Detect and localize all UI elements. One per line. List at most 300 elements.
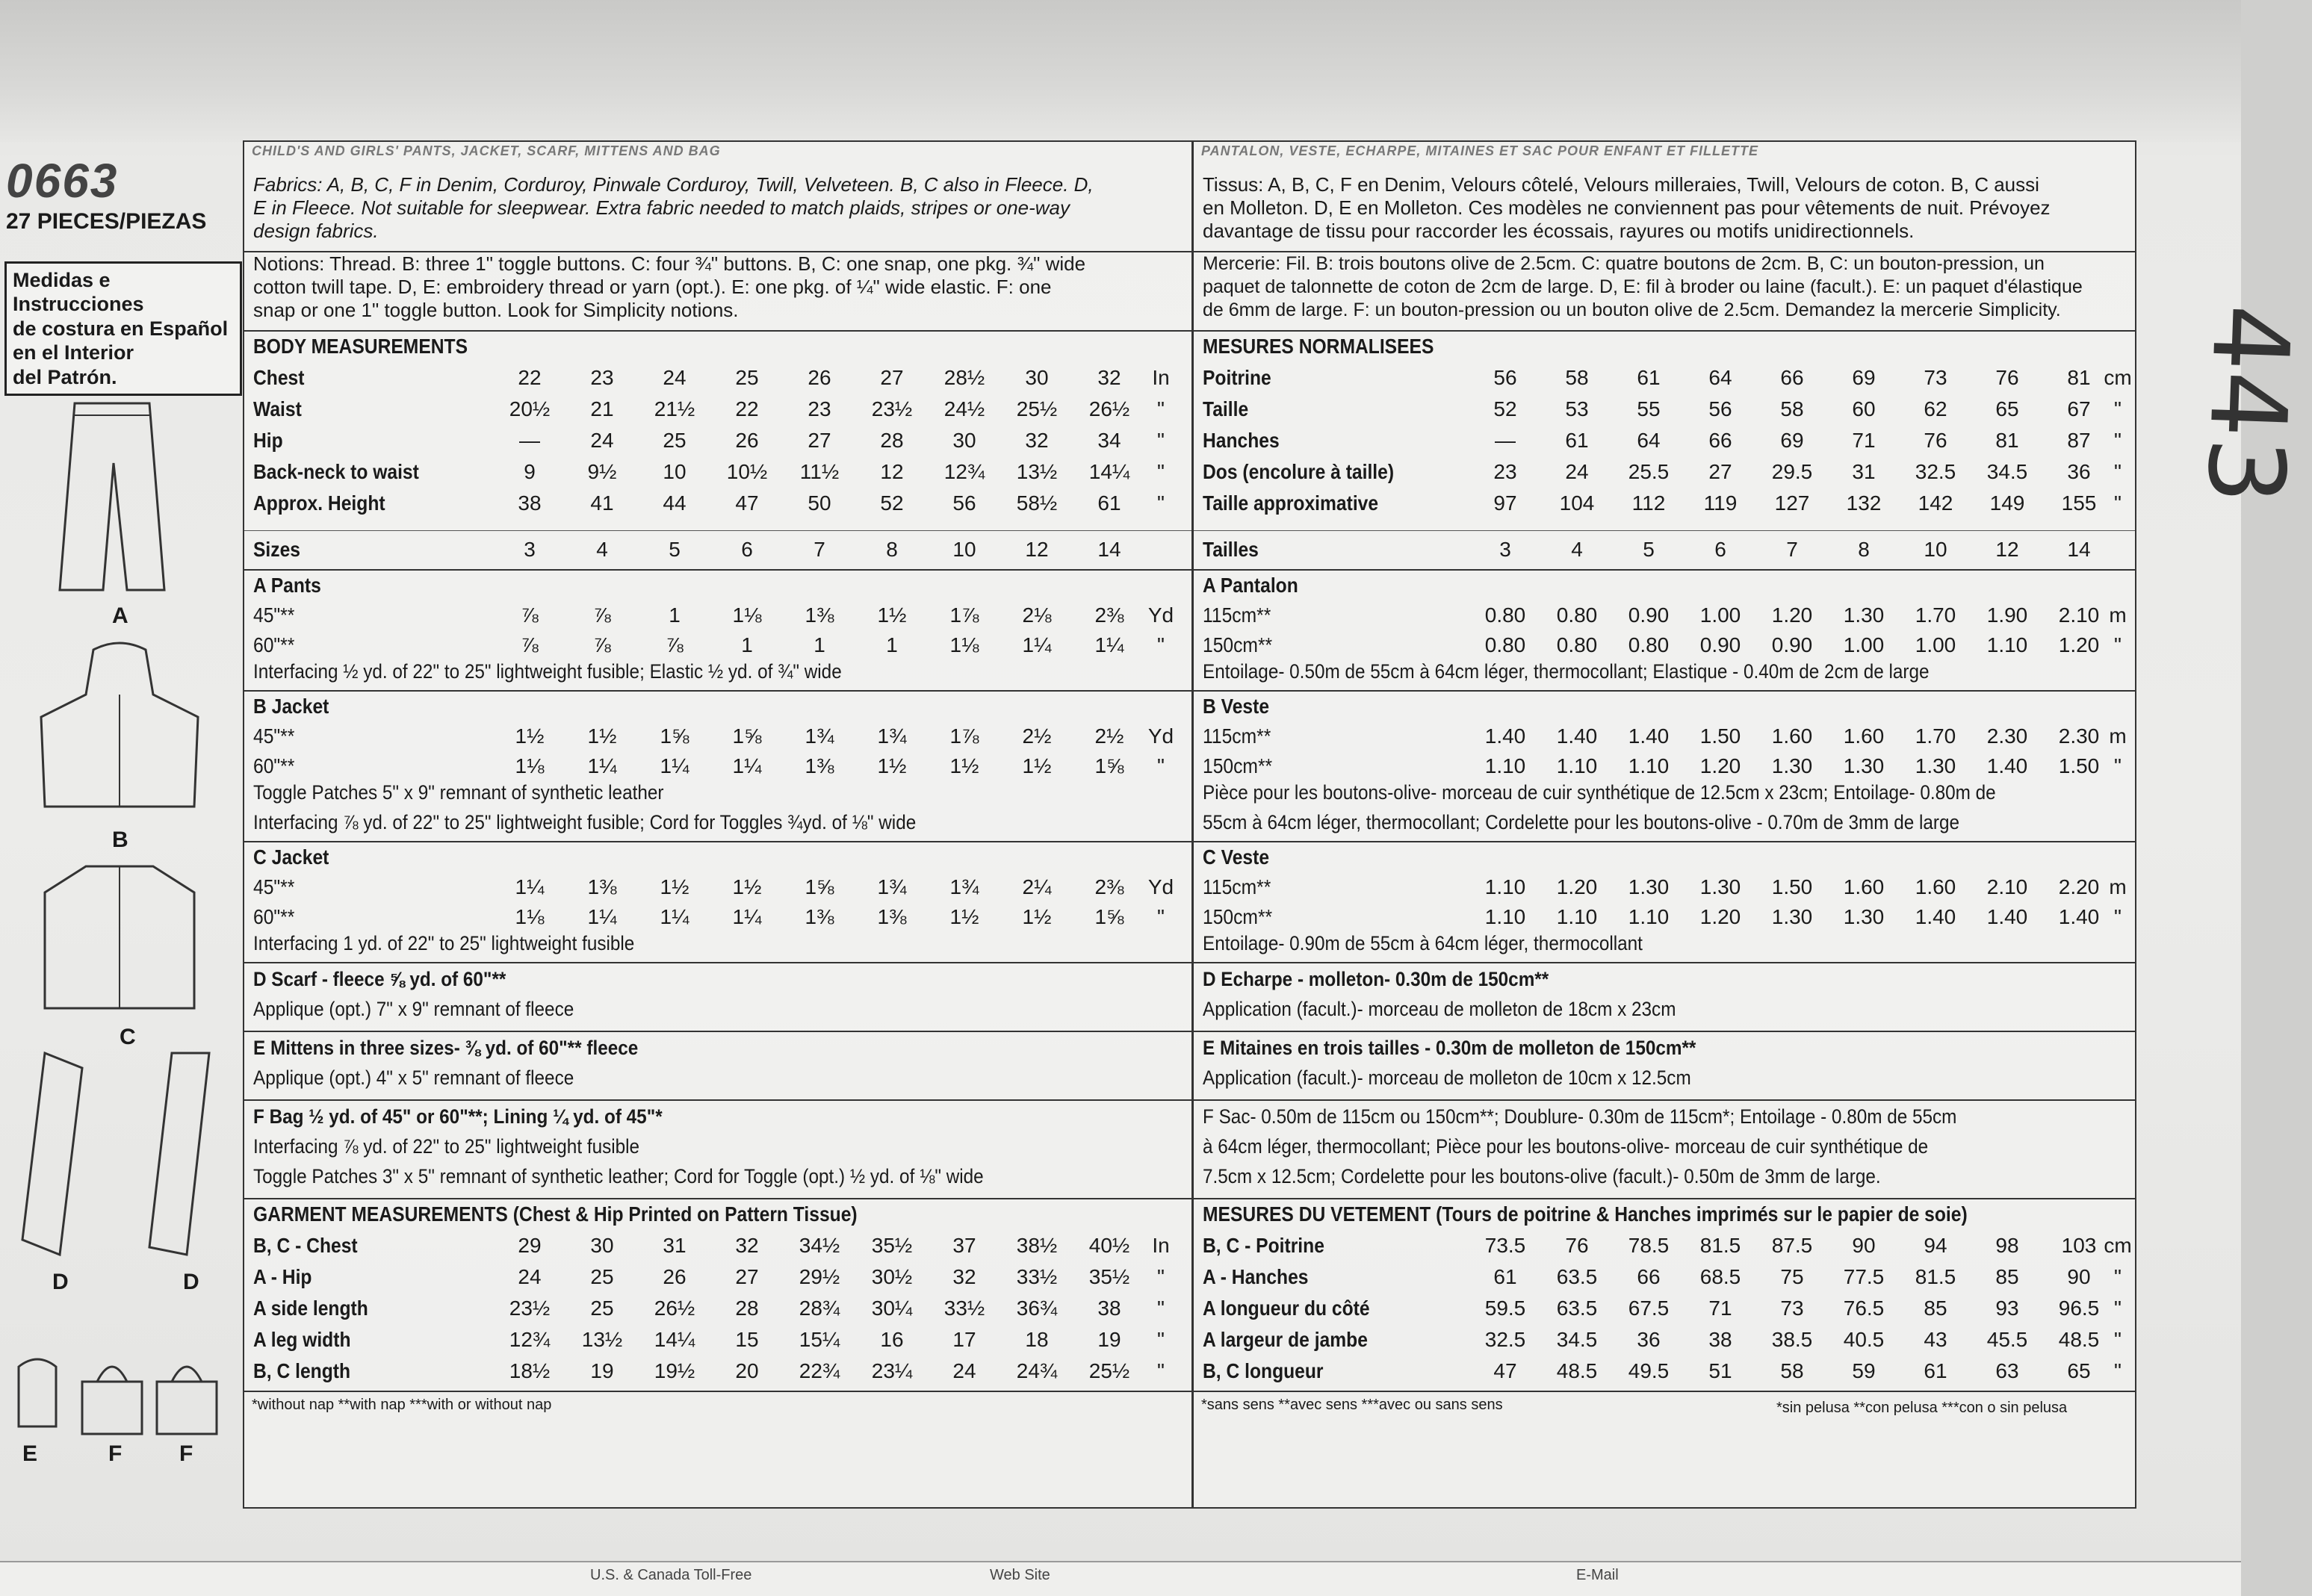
- body-measurements-title: BODY MEASUREMENTS: [253, 335, 468, 358]
- row-label: 45"**: [253, 724, 295, 748]
- table-cell: 1: [886, 633, 898, 656]
- table-cell: 104: [1559, 491, 1595, 515]
- table-cell: 1.10: [1628, 905, 1670, 928]
- table-cell: 30: [952, 429, 976, 452]
- view-letter-f2: F: [179, 1441, 193, 1466]
- table-cell: 64: [1637, 429, 1661, 452]
- table-cell: 1.10: [1484, 905, 1526, 928]
- table-cell: 12¾: [943, 460, 985, 483]
- table-row: [253, 538, 1184, 566]
- table-cell: 48.5: [2058, 1328, 2100, 1351]
- table-cell: 1.00: [1699, 603, 1741, 627]
- unit-label: ": [2114, 1265, 2122, 1288]
- table-cell: 1.60: [1843, 724, 1885, 748]
- table-cell: 1⅝: [660, 724, 689, 748]
- table-cell: 1.60: [1771, 724, 1813, 748]
- table-cell: 44: [663, 491, 687, 515]
- table-cell: 59: [1852, 1359, 1876, 1382]
- table-cell: 2.30: [2058, 724, 2100, 748]
- divider: [1194, 1099, 2135, 1101]
- unit-label: ": [2114, 633, 2122, 656]
- table-row: [1203, 538, 2127, 566]
- table-cell: 1.70: [1915, 603, 1956, 627]
- table-cell: 6: [1714, 538, 1726, 561]
- table-row: [253, 633, 1184, 662]
- unit-label: ": [2114, 460, 2122, 483]
- row-label: 115cm**: [1203, 724, 1271, 748]
- mercerie-line: Mercerie: Fil. B: trois boutons olive de 2.5cm. C: quatre boutons de 2cm. B, C: un bouton-pression, un: [1203, 253, 2045, 274]
- table-cell: 1⅜: [805, 603, 834, 627]
- table-cell: 58: [1565, 366, 1589, 389]
- view-d-line-2: Applique (opt.) 7" x 9" remnant of fleece: [253, 998, 574, 1020]
- view-d-line-2: Application (facult.)- morceau de molleton de 18cm x 23cm: [1203, 998, 1676, 1020]
- tissus-line: Tissus: A, B, C, F en Denim, Velours côtelé, Velours milleraies, Twill, Velours de coton. B, C aussi: [1203, 173, 2039, 196]
- table-row: [253, 905, 1184, 934]
- table-cell: 53: [1565, 397, 1589, 420]
- garment-measurements-title: MESURES DU VETEMENT (Tours de poitrine & Hanches imprimés sur le papier de soie): [1203, 1202, 1968, 1226]
- table-cell: 49.5: [1628, 1359, 1670, 1382]
- table-cell: 65: [1995, 397, 2019, 420]
- table-cell: —: [519, 429, 540, 452]
- view-b-title: B Jacket: [253, 695, 329, 718]
- table-cell: 10: [1924, 538, 1947, 561]
- table-row: [1203, 1265, 2127, 1294]
- table-cell: 1¼: [1022, 633, 1052, 656]
- table-cell: 97: [1493, 491, 1517, 515]
- row-label: Taille approximative: [1203, 491, 1379, 515]
- table-cell: 21: [590, 397, 614, 420]
- table-cell: 1.40: [1628, 724, 1670, 748]
- table-cell: 20½: [509, 397, 551, 420]
- unit-label: ": [2114, 1328, 2122, 1351]
- table-cell: 87: [2067, 429, 2091, 452]
- table-cell: 142: [1918, 491, 1953, 515]
- unit-label: m: [2109, 603, 2127, 627]
- table-cell: 1: [669, 603, 681, 627]
- table-cell: 1.20: [1699, 905, 1741, 928]
- divider: [244, 962, 1191, 963]
- footnote-en: *without nap **with nap ***with or without nap: [252, 1397, 552, 1413]
- table-cell: 0.80: [1484, 633, 1526, 656]
- spanish-instructions-note: [4, 261, 242, 396]
- table-cell: 26: [735, 429, 759, 452]
- fabrics-line: design fabrics.: [253, 220, 379, 242]
- table-cell: 69: [1852, 366, 1876, 389]
- table-cell: 2.10: [1986, 875, 2028, 898]
- table-cell: 34.5: [1986, 460, 2028, 483]
- table-cell: 1½: [515, 724, 545, 748]
- table-cell: 34: [1097, 429, 1121, 452]
- table-cell: 17: [952, 1328, 976, 1351]
- table-cell: 14: [2067, 538, 2091, 561]
- table-cell: 1¼: [660, 754, 689, 777]
- unit-label: ": [2114, 491, 2122, 515]
- table-cell: 1.30: [1843, 754, 1885, 777]
- table-cell: 4: [596, 538, 608, 561]
- table-cell: ⅞: [666, 633, 684, 656]
- table-cell: 29: [518, 1234, 542, 1257]
- unit-label: In: [1152, 1234, 1170, 1257]
- table-cell: 1.20: [1699, 754, 1741, 777]
- row-label: B, C - Chest: [253, 1234, 358, 1257]
- table-cell: 1.10: [1556, 905, 1598, 928]
- table-row: [1203, 1297, 2127, 1325]
- unit-label: ": [1157, 429, 1165, 452]
- table-cell: 1¼: [732, 905, 762, 928]
- table-cell: 1.50: [1699, 724, 1741, 748]
- table-cell: 24½: [943, 397, 985, 420]
- table-row: [1203, 754, 2127, 783]
- view-a-title: A Pantalon: [1203, 574, 1298, 597]
- table-cell: 25: [735, 366, 759, 389]
- table-cell: 30: [590, 1234, 614, 1257]
- view-c-note: Interfacing 1 yd. of 22" to 25" lightweight fusible: [253, 932, 635, 954]
- table-cell: 90: [1852, 1234, 1876, 1257]
- table-cell: 112: [1631, 491, 1666, 515]
- table-cell: 155: [2061, 491, 2097, 515]
- table-cell: 22: [735, 397, 759, 420]
- table-cell: 1¼: [732, 754, 762, 777]
- table-row: [1203, 460, 2127, 488]
- divider: [244, 1099, 1191, 1101]
- spanish-note-line: Medidas e Instrucciones: [13, 269, 144, 316]
- table-cell: 1⅝: [732, 724, 762, 748]
- table-cell: 25½: [1016, 397, 1058, 420]
- table-cell: 127: [1774, 491, 1810, 515]
- table-row: [253, 366, 1184, 394]
- table-cell: 38½: [1016, 1234, 1058, 1257]
- table-cell: 25½: [1088, 1359, 1130, 1382]
- table-cell: ⅞: [593, 603, 611, 627]
- notions-line: Notions: Thread. B: three 1" toggle buttons. C: four ¾" buttons. B, C: one snap, one pkg. ¾" wide: [253, 252, 1086, 275]
- tissus-line: davantage de tissu pour raccorder les écossais, rayures ou motifs unidirectionnels.: [1203, 220, 1915, 242]
- table-row: [253, 754, 1184, 783]
- table-row: [253, 603, 1184, 632]
- divider: [1194, 530, 2135, 531]
- table-cell: 66: [1708, 429, 1732, 452]
- table-cell: 94: [1924, 1234, 1947, 1257]
- table-cell: 1½: [587, 724, 617, 748]
- table-row: [1203, 724, 2127, 753]
- table-cell: 75: [1780, 1265, 1804, 1288]
- table-cell: 87.5: [1771, 1234, 1813, 1257]
- row-label: Waist: [253, 397, 302, 420]
- table-cell: 25: [590, 1265, 614, 1288]
- table-cell: 5: [1643, 538, 1655, 561]
- table-cell: 59.5: [1484, 1297, 1526, 1320]
- garment-measurements-title: GARMENT MEASUREMENTS (Chest & Hip Printed on Pattern Tissue): [253, 1202, 858, 1226]
- table-row: [1203, 905, 2127, 934]
- table-cell: 1⅛: [515, 905, 545, 928]
- table-cell: 149: [1989, 491, 2025, 515]
- table-cell: 1.40: [1986, 754, 2028, 777]
- divider: [244, 1031, 1191, 1032]
- divider: [1194, 841, 2135, 842]
- table-cell: 31: [1852, 460, 1876, 483]
- table-cell: 40.5: [1843, 1328, 1885, 1351]
- table-cell: 23: [590, 366, 614, 389]
- table-cell: 33½: [943, 1297, 985, 1320]
- table-cell: 1.20: [1556, 875, 1598, 898]
- table-cell: 5: [669, 538, 681, 561]
- table-cell: 73: [1780, 1297, 1804, 1320]
- table-cell: 69: [1780, 429, 1804, 452]
- spanish-note-line: de costura en Español: [13, 317, 229, 340]
- view-letter-b: B: [112, 828, 128, 852]
- unit-label: ": [1157, 491, 1165, 515]
- table-cell: 27: [1708, 460, 1732, 483]
- table-cell: 12: [1995, 538, 2019, 561]
- table-cell: 14¼: [654, 1328, 695, 1351]
- notions-paragraph: [253, 252, 1180, 322]
- table-cell: 18: [1025, 1328, 1049, 1351]
- table-cell: 1.60: [1843, 875, 1885, 898]
- table-cell: 1.40: [2058, 905, 2100, 928]
- view-b-note-1: Toggle Patches 5" x 9" remnant of synthetic leather: [253, 781, 664, 804]
- unit-label: ": [2114, 429, 2122, 452]
- table-cell: 2½: [1022, 724, 1052, 748]
- table-cell: 58½: [1016, 491, 1058, 515]
- view-f-line-1: F Sac- 0.50m de 115cm ou 150cm**; Doublure- 0.30m de 115cm*; Entoilage - 0.80m de 55cm: [1203, 1105, 1957, 1128]
- table-cell: 38: [1097, 1297, 1121, 1320]
- table-cell: 32: [735, 1234, 759, 1257]
- table-cell: 60: [1852, 397, 1876, 420]
- view-e-line-2: Application (facult.)- morceau de molleton de 10cm x 12.5cm: [1203, 1066, 1691, 1089]
- row-label: A side length: [253, 1297, 368, 1320]
- table-cell: 1½: [949, 754, 979, 777]
- divider: [1194, 330, 2135, 332]
- table-cell: 1¼: [1094, 633, 1124, 656]
- table-cell: 51: [1708, 1359, 1732, 1382]
- table-row: [1203, 397, 2127, 426]
- row-label: B, C length: [253, 1359, 351, 1382]
- table-cell: 9: [524, 460, 536, 483]
- table-cell: 73: [1924, 366, 1947, 389]
- table-cell: 1.20: [2058, 633, 2100, 656]
- mercerie-paragraph: [1203, 252, 2129, 322]
- table-cell: 23: [1493, 460, 1517, 483]
- row-label: 60"**: [253, 754, 295, 777]
- table-cell: 26½: [1088, 397, 1130, 420]
- table-cell: 78.5: [1628, 1234, 1670, 1257]
- table-cell: 27: [735, 1265, 759, 1288]
- table-cell: 1⅛: [515, 754, 545, 777]
- table-cell: 15¼: [799, 1328, 840, 1351]
- table-cell: 1½: [877, 754, 907, 777]
- table-cell: 1.40: [1915, 905, 1956, 928]
- table-cell: 11½: [799, 460, 840, 483]
- table-cell: 81.5: [1915, 1265, 1956, 1288]
- table-cell: 76.5: [1843, 1297, 1885, 1320]
- unit-label: ": [1157, 1359, 1165, 1382]
- view-f-line-3: 7.5cm x 12.5cm; Cordelette pour les boutons-olive (facult.)- 0.50m de 3mm de large.: [1203, 1165, 1881, 1187]
- table-cell: 66: [1637, 1265, 1661, 1288]
- divider: [244, 1391, 1191, 1392]
- table-cell: 16: [880, 1328, 904, 1351]
- unit-label: ": [2114, 1359, 2122, 1382]
- table-cell: 56: [1708, 397, 1732, 420]
- table-cell: 76: [1995, 366, 2019, 389]
- divider: [1194, 1198, 2135, 1199]
- table-cell: 0.80: [1628, 633, 1670, 656]
- table-cell: 1¼: [660, 905, 689, 928]
- row-label: 150cm**: [1203, 633, 1273, 656]
- view-letter-c: C: [120, 1025, 136, 1049]
- row-label: 45"**: [253, 875, 295, 898]
- table-cell: 1.90: [1986, 603, 2028, 627]
- table-cell: 3: [1499, 538, 1511, 561]
- divider: [244, 530, 1191, 531]
- table-cell: 30¼: [871, 1297, 913, 1320]
- table-cell: 1.50: [2058, 754, 2100, 777]
- table-cell: 36: [1637, 1328, 1661, 1351]
- table-cell: 32: [952, 1265, 976, 1288]
- table-cell: 65: [2067, 1359, 2091, 1382]
- table-cell: 2.10: [2058, 603, 2100, 627]
- table-cell: 31: [663, 1234, 687, 1257]
- view-e-line-2: Applique (opt.) 4" x 5" remnant of fleece: [253, 1066, 574, 1089]
- view-f-line-1: F Bag ½ yd. of 45" or 60"**; Lining ¼ yd. of 45"*: [253, 1105, 663, 1128]
- table-cell: 38.5: [1771, 1328, 1813, 1351]
- website-label: Web Site: [990, 1567, 1050, 1583]
- row-label: Sizes: [253, 538, 301, 561]
- table-cell: 1.40: [1556, 724, 1598, 748]
- row-label: 115cm**: [1203, 603, 1271, 627]
- table-cell: 90: [2067, 1265, 2091, 1288]
- table-cell: 1.30: [1771, 754, 1813, 777]
- notions-line: cotton twill tape. D, E: embroidery thread or yarn (opt.). E: one pkg. of ¼" wide elastic. F: one: [253, 276, 1052, 298]
- table-row: [253, 460, 1184, 488]
- table-cell: 47: [1493, 1359, 1517, 1382]
- footnote-es: *sin pelusa **con pelusa ***con o sin pelusa: [1776, 1400, 2068, 1416]
- table-cell: 1.60: [1915, 875, 1956, 898]
- table-cell: 38: [1708, 1328, 1732, 1351]
- table-cell: 1½: [949, 905, 979, 928]
- view-c-note: Entoilage- 0.90m de 55cm à 64cm léger, thermocollant: [1203, 932, 1643, 954]
- table-cell: 28: [735, 1297, 759, 1320]
- row-label: A - Hip: [253, 1265, 312, 1288]
- view-f-line-2: à 64cm léger, thermocollant; Pièce pour les boutons-olive- morceau de cuir synthétique de: [1203, 1135, 1929, 1158]
- table-cell: 1⅝: [1094, 905, 1124, 928]
- table-cell: 25: [663, 429, 687, 452]
- handwritten-number: 443: [2183, 302, 2312, 506]
- table-cell: 0.80: [1556, 633, 1598, 656]
- table-row: [1203, 1359, 2127, 1388]
- table-cell: 13½: [1016, 460, 1058, 483]
- table-cell: 56: [952, 491, 976, 515]
- table-cell: 28½: [943, 366, 985, 389]
- table-cell: 1.30: [1699, 875, 1741, 898]
- row-label: Poitrine: [1203, 366, 1271, 389]
- unit-label: ": [2114, 397, 2122, 420]
- table-cell: 25.5: [1628, 460, 1670, 483]
- row-label: Taille: [1203, 397, 1249, 420]
- table-cell: 71: [1708, 1297, 1732, 1320]
- table-cell: 103: [2061, 1234, 2097, 1257]
- table-cell: 24: [663, 366, 687, 389]
- view-c-title: C Veste: [1203, 845, 1270, 869]
- table-cell: 76: [1565, 1234, 1589, 1257]
- table-row: [1203, 366, 2132, 394]
- table-cell: 0.80: [1484, 603, 1526, 627]
- table-row: [1203, 1328, 2127, 1356]
- table-cell: 62: [1924, 397, 1947, 420]
- table-cell: 73.5: [1484, 1234, 1526, 1257]
- contact-strip: [0, 1561, 2241, 1596]
- table-cell: 1¾: [805, 724, 834, 748]
- unit-label: m: [2109, 724, 2127, 748]
- table-cell: 2¼: [1022, 875, 1052, 898]
- table-cell: 8: [886, 538, 898, 561]
- table-cell: 41: [590, 491, 614, 515]
- bag-drawing-1: [75, 1352, 149, 1445]
- view-letter-f1: F: [108, 1441, 123, 1466]
- table-cell: 33½: [1016, 1265, 1058, 1288]
- mittens-drawing: [7, 1352, 67, 1438]
- table-cell: ⅞: [521, 633, 539, 656]
- table-cell: 32: [1025, 429, 1049, 452]
- table-cell: 3: [524, 538, 536, 561]
- table-cell: 2½: [1094, 724, 1124, 748]
- table-cell: 0.90: [1628, 603, 1670, 627]
- table-cell: 77.5: [1843, 1265, 1885, 1288]
- table-cell: 81: [2067, 366, 2091, 389]
- table-cell: 10: [663, 460, 687, 483]
- unit-label: ": [1157, 1297, 1165, 1320]
- view-a-title: A Pants: [253, 574, 321, 597]
- table-cell: 1½: [732, 875, 762, 898]
- table-cell: 23¼: [871, 1359, 913, 1382]
- table-cell: 32.5: [1484, 1328, 1526, 1351]
- table-cell: 1.10: [1628, 754, 1670, 777]
- unit-label: Yd: [1147, 724, 1174, 748]
- table-cell: 119: [1703, 491, 1738, 515]
- table-cell: 71: [1852, 429, 1876, 452]
- unit-label: m: [2109, 875, 2127, 898]
- table-cell: 1⅝: [805, 875, 834, 898]
- table-cell: 66: [1780, 366, 1804, 389]
- table-cell: 9½: [587, 460, 617, 483]
- table-cell: 2⅜: [1094, 875, 1124, 898]
- unit-label: ": [1157, 905, 1165, 928]
- table-cell: 1⅝: [1094, 754, 1124, 777]
- table-cell: 1.10: [1986, 633, 2028, 656]
- table-cell: 0.90: [1771, 633, 1813, 656]
- divider: [244, 841, 1191, 842]
- table-cell: 58: [1780, 397, 1804, 420]
- divider: [244, 569, 1191, 571]
- table-cell: 19: [1097, 1328, 1121, 1351]
- divider: [1194, 962, 2135, 963]
- view-a-note: Interfacing ½ yd. of 22" to 25" lightweight fusible; Elastic ½ yd. of ¾" wide: [253, 660, 842, 683]
- bag-drawing-2: [149, 1352, 224, 1445]
- pieces-count: 27 PIECES/PIEZAS: [6, 209, 207, 234]
- table-cell: 1½: [1022, 754, 1052, 777]
- view-letter-a: A: [112, 603, 128, 628]
- table-cell: 35½: [871, 1234, 913, 1257]
- table-cell: 68.5: [1699, 1265, 1741, 1288]
- table-cell: 12: [1025, 538, 1049, 561]
- view-b-note-2: 55cm à 64cm léger, thermocollant; Cordelette pour les boutons-olive - 0.70m de 3mm de large: [1203, 811, 1960, 833]
- table-cell: 67: [2067, 397, 2091, 420]
- body-measurements-title: MESURES NORMALISEES: [1203, 335, 1434, 358]
- table-cell: 15: [735, 1328, 759, 1351]
- table-cell: 40½: [1088, 1234, 1130, 1257]
- table-cell: 1.30: [1628, 875, 1670, 898]
- pants-drawing: [45, 396, 179, 601]
- table-row: [1203, 1234, 2132, 1262]
- table-cell: 1⅜: [805, 905, 834, 928]
